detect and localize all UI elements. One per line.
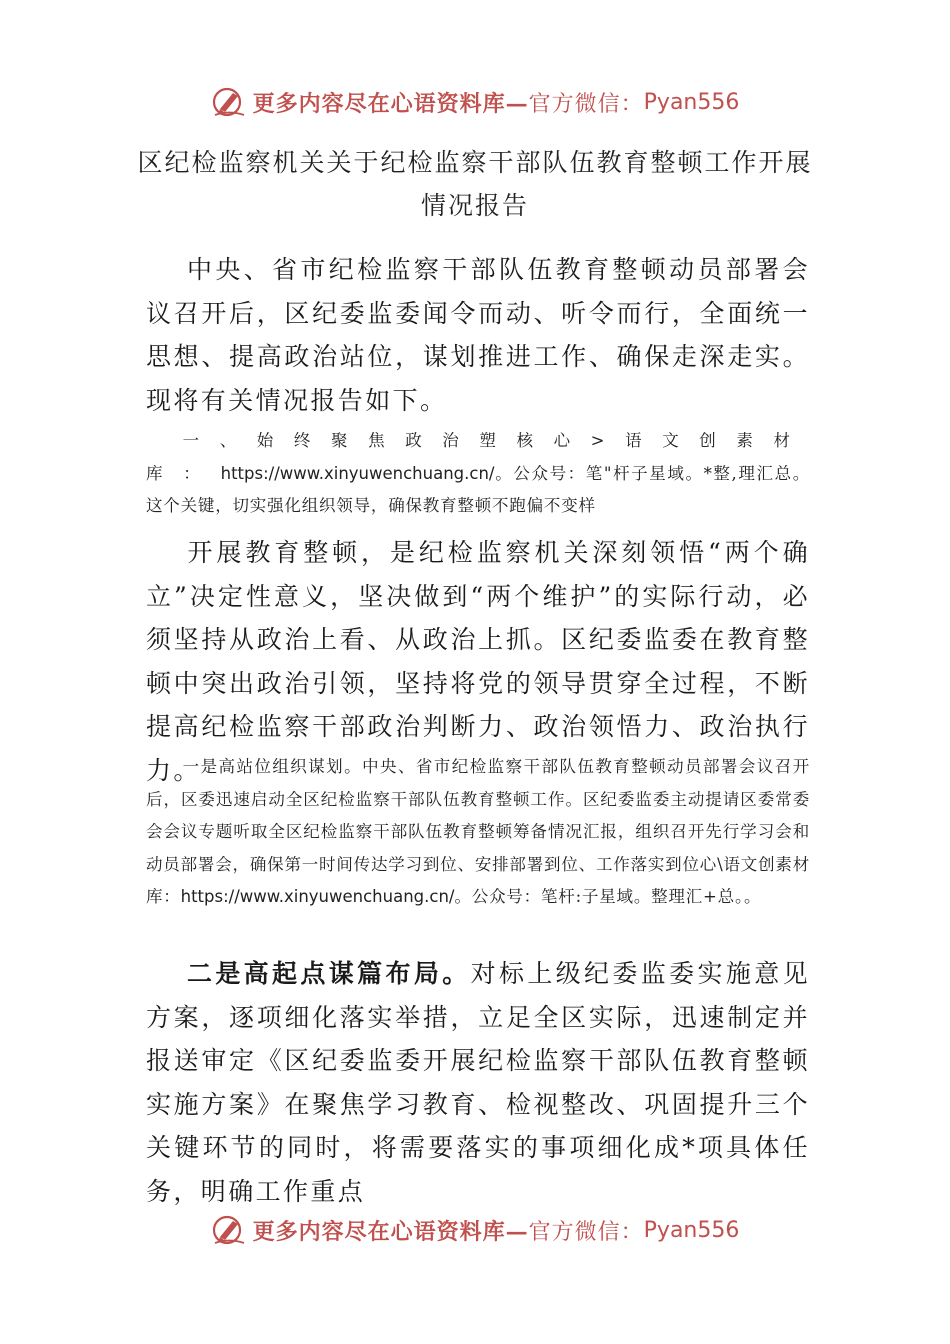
paragraph-organization-url: https://www.xinyuwenchuang.cn/ — [180, 887, 455, 906]
paragraph-intro-text: 中央、省市纪检监察干部队伍教育整顿动员部署会议召开后，区纪委监委闻令而动、听令而行，全面统一思想、提高政治站位，谋划推进工作、确保走深走实。现将有关情况报告如下。 — [146, 255, 810, 415]
paragraph-organization-text: 一是高站位组织谋划。中央、省市纪检监察干部队伍教育整顿动员部署会议召开后，区委迅速启动全区纪检监察干部队伍教育整顿工作。区纪委监委主动提请区委常委会会议专题听取全区纪检监察干部队伍教育整顿筹备情况汇报，组织召开先行学习会和动员部署会，确保第一时间传达学习到位、安排部署到位、工作落实到位心\语文创素材库： — [146, 757, 810, 906]
paragraph-organization-rest: 。公众号：笔杆:子星域。整理汇+总。。 — [454, 887, 762, 906]
paragraph-planning-lead: 二是高起点谋篇布局。 — [186, 959, 471, 988]
watermark-wechat-id: Pyan556 — [643, 1217, 740, 1243]
section-heading-1-rest: 。公众号：笔"杆子星域。*整,理汇总。这个关键，切实强化组织领导，确保教育整顿不跑偏不变样 — [146, 463, 810, 515]
watermark-text: 更多内容尽在心语资料库— — [252, 1218, 529, 1245]
footer-watermark-banner — [0, 1208, 950, 1252]
paragraph-organization — [146, 751, 810, 914]
document-title-line1: 区纪检监察机关关于纪检监察干部队伍教育整顿工作开展 — [137, 148, 813, 177]
paragraph-planning — [146, 952, 810, 1213]
document-title-line2: 情况报告 — [420, 191, 529, 220]
section-heading-1 — [146, 425, 810, 523]
pen-nib-logo-icon — [211, 1212, 247, 1248]
pen-nib-logo-icon — [211, 84, 247, 120]
watermark-wechat-id: Pyan556 — [643, 89, 740, 115]
section-heading-1-url: https://www.xinyuwenchuang.cn/ — [220, 463, 495, 483]
watermark-wechat-label: 官方微信： — [528, 91, 644, 117]
section-heading-1-prefix: 一、始终聚焦政治塑核心>语文创素材库： — [146, 431, 810, 483]
paragraph-intro — [146, 248, 810, 422]
watermark-wechat-label: 官方微信： — [528, 1219, 644, 1245]
watermark-text: 更多内容尽在心语资料库— — [252, 90, 529, 117]
paragraph-political-text: 开展教育整顿，是纪检监察机关深刻领悟“两个确立”决定性意义，坚决做到“两个维护”的实际行动，必须坚持从政治上看、从政治上抓。区纪委监委在教育整顿中突出政治引领，坚持将党的领导贯穿全过程，不断提高纪检监察干部政治判断力、政治领悟力、政治执行力。 — [146, 538, 810, 785]
header-watermark-banner — [0, 80, 950, 124]
paragraph-planning-text: 对标上级纪委监委实施意见方案，逐项细化落实举措，立足全区实际，迅速制定并报送审定《区纪委监委开展纪检监察干部队伍教育整顿实施方案》在聚焦学习教育、检视整改、巩固提升三个关键环节的同时，将需要落实的事项细化成*项具体任务，明确工作重点 — [146, 959, 810, 1206]
